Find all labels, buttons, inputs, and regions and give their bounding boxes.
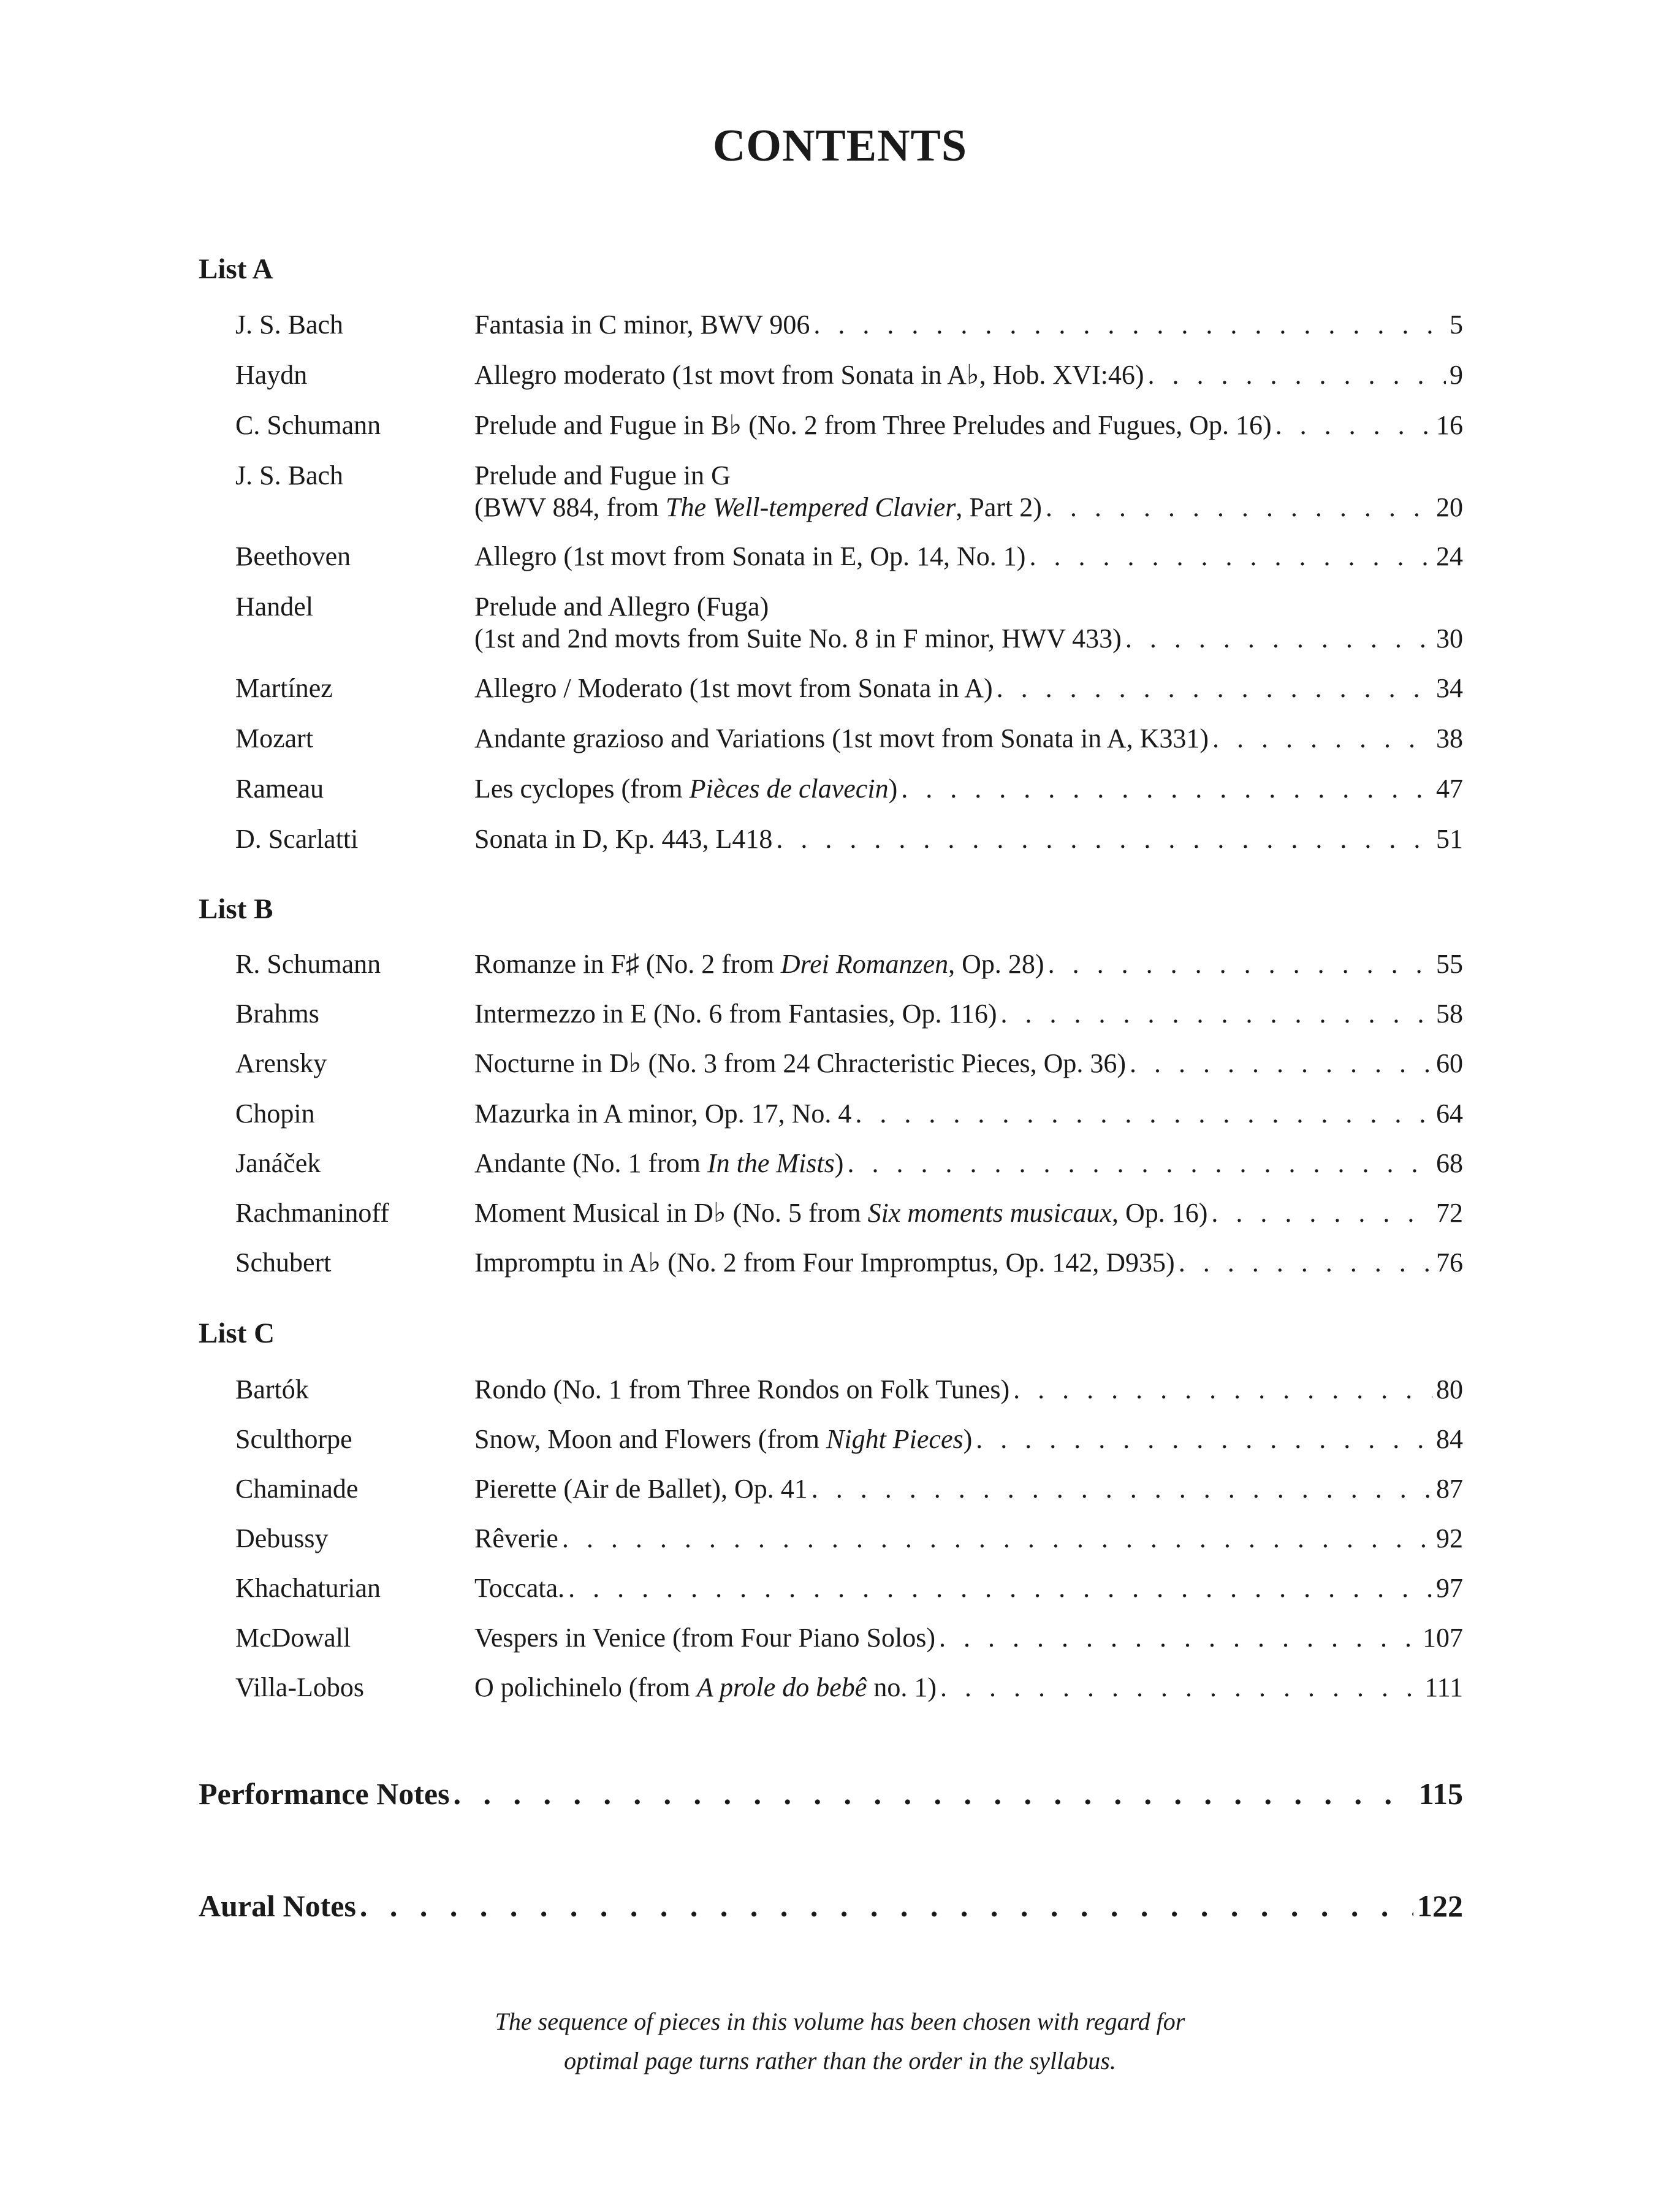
page-number: 20 <box>1436 492 1463 522</box>
list-a-heading: List A <box>199 253 273 285</box>
piece-title: Andante grazioso and Variations (1st movt from Sonata in A, K331) <box>474 723 1209 753</box>
page-number: 47 <box>1436 774 1463 804</box>
dot-leader <box>847 1148 1432 1179</box>
page-number: 38 <box>1436 723 1463 753</box>
italic-work-title: A prole do bebê <box>696 1672 867 1702</box>
composer-name: Martínez <box>235 673 333 703</box>
piece-subtitle: (1st and 2nd movts from Suite No. 8 in F minor, HWV 433) <box>474 623 1122 653</box>
composer-name: Rameau <box>235 774 324 804</box>
page-number: 72 <box>1436 1198 1463 1228</box>
composer-name: Janáček <box>235 1148 321 1178</box>
dot-leader <box>1147 359 1446 391</box>
piece-title: Sonata in D, Kp. 443, L418 <box>474 824 773 854</box>
page-number: 92 <box>1436 1523 1463 1553</box>
page-number: 97 <box>1436 1573 1463 1603</box>
page-number: 122 <box>1417 1889 1463 1923</box>
piece-title: Les cyclopes (from Pièces de clavecin) <box>474 774 898 804</box>
piece-title: Prelude and Fugue in B♭ (No. 2 from Three Preludes and Fugues, Op. 16) <box>474 410 1272 440</box>
performance-notes-entry[interactable] <box>199 1776 1463 1811</box>
composer-name: McDowall <box>235 1623 351 1653</box>
page-number: 16 <box>1436 410 1463 440</box>
dot-leader <box>1130 1048 1432 1080</box>
dot-leader <box>1000 998 1432 1030</box>
piece-title: Snow, Moon and Flowers (from Night Pieces) <box>474 1424 973 1454</box>
page-number: 5 <box>1450 310 1463 340</box>
dot-leader <box>1275 409 1432 441</box>
page-number: 68 <box>1436 1148 1463 1178</box>
footnote-line: The sequence of pieces in this volume has been chosen with regard for <box>495 2008 1185 2035</box>
composer-name: Brahms <box>235 999 319 1029</box>
page-number: 87 <box>1436 1474 1463 1504</box>
page-number: 107 <box>1423 1623 1463 1653</box>
composer-name: Sculthorpe <box>235 1424 352 1454</box>
footnote <box>0 2002 1680 2081</box>
page-number: 60 <box>1436 1048 1463 1078</box>
piece-title: Allegro moderato (1st movt from Sonata in A♭, Hob. XVI:46) <box>474 360 1144 390</box>
piece-title: Andante (No. 1 from In the Mists) <box>474 1148 844 1178</box>
page-number: 51 <box>1436 824 1463 854</box>
dot-leader <box>1125 623 1432 655</box>
dot-leader <box>976 1423 1432 1455</box>
dot-leader <box>360 1888 1413 1924</box>
dot-leader <box>1013 1374 1432 1406</box>
composer-name: J. S. Bach <box>235 310 343 340</box>
piece-title: Moment Musical in D♭ (No. 5 from Six moments musicaux, Op. 16) <box>474 1198 1208 1228</box>
composer-name: Khachaturian <box>235 1573 381 1603</box>
page-number: 24 <box>1436 541 1463 571</box>
dot-leader <box>1048 948 1432 980</box>
dot-leader <box>811 1473 1432 1505</box>
piece-title: Mazurka in A minor, Op. 17, No. 4 <box>474 1099 852 1129</box>
piece-title: Allegro (1st movt from Sonata in E, Op. 14, No. 1) <box>474 541 1026 571</box>
page-number: 9 <box>1450 360 1463 390</box>
page-number: 34 <box>1436 673 1463 703</box>
page-number: 111 <box>1424 1672 1463 1702</box>
section-label: Aural Notes <box>199 1889 356 1923</box>
piece-title: Prelude and Allegro (Fuga) <box>474 592 769 622</box>
piece-title: Allegro / Moderato (1st movt from Sonata in A) <box>474 673 993 703</box>
page-number: 80 <box>1436 1374 1463 1404</box>
piece-title: Rondo (No. 1 from Three Rondos on Folk Tunes) <box>474 1374 1010 1404</box>
piece-title: Toccata. <box>474 1573 565 1603</box>
page-title: CONTENTS <box>712 121 968 171</box>
composer-name: Haydn <box>235 360 308 390</box>
piece-title: O polichinelo (from A prole do bebê no. 1) <box>474 1672 937 1702</box>
dot-leader <box>939 1622 1419 1654</box>
composer-name: Rachmaninoff <box>235 1198 389 1228</box>
piece-title: Vespers in Venice (from Four Piano Solos) <box>474 1623 935 1653</box>
composer-name: Mozart <box>235 723 314 753</box>
composer-name: Chopin <box>235 1099 315 1129</box>
piece-title: Impromptu in A♭ (No. 2 from Four Impromptus, Op. 142, D935) <box>474 1247 1175 1278</box>
page-number: 30 <box>1436 623 1463 653</box>
composer-name: Bartók <box>235 1374 309 1404</box>
piece-subtitle: (BWV 884, from The Well-tempered Clavier, Part 2) <box>474 492 1042 522</box>
dot-leader <box>1029 541 1432 573</box>
dot-leader <box>997 672 1432 704</box>
page-number: 64 <box>1436 1099 1463 1129</box>
piece-title: Romanze in F♯ (No. 2 from Drei Romanzen, Op. 28) <box>474 949 1044 979</box>
footnote-line: optimal page turns rather than the order in the syllabus. <box>564 2047 1116 2074</box>
section-label: Performance Notes <box>199 1777 450 1811</box>
page-number: 84 <box>1436 1424 1463 1454</box>
composer-name: Handel <box>235 592 314 622</box>
dot-leader <box>901 773 1432 805</box>
italic-work-title: Drei Romanzen <box>780 949 949 979</box>
piece-title: Intermezzo in E (No. 6 from Fantasies, Op. 116) <box>474 999 997 1029</box>
composer-name: R. Schumann <box>235 949 381 979</box>
composer-name: Villa-Lobos <box>235 1672 364 1702</box>
dot-leader <box>1046 492 1432 524</box>
piece-title: Prelude and Fugue in G <box>474 460 731 490</box>
composer-name: Beethoven <box>235 541 351 571</box>
dot-leader <box>1211 1197 1432 1229</box>
composer-name: Chaminade <box>235 1474 359 1504</box>
composer-name: Debussy <box>235 1523 329 1553</box>
aural-notes-entry[interactable] <box>199 1888 1463 1924</box>
composer-name: Schubert <box>235 1247 332 1278</box>
italic-work-title: Night Pieces <box>826 1424 964 1454</box>
page-number: 115 <box>1418 1777 1463 1811</box>
dot-leader <box>855 1098 1432 1130</box>
piece-title: Fantasia in C minor, BWV 906 <box>474 310 810 340</box>
dot-leader <box>940 1672 1421 1704</box>
dot-leader <box>454 1776 1415 1811</box>
composer-name: C. Schumann <box>235 410 381 440</box>
italic-work-title: Pièces de clavecin <box>689 774 889 804</box>
dot-leader <box>1212 723 1432 755</box>
piece-title: Rêverie <box>474 1523 558 1553</box>
italic-work-title: Six moments musicaux <box>867 1198 1112 1228</box>
composer-name: J. S. Bach <box>235 460 343 490</box>
dot-leader <box>1179 1247 1432 1279</box>
dot-leader <box>562 1523 1432 1555</box>
list-b-heading: List B <box>199 893 273 925</box>
page-number: 76 <box>1436 1247 1463 1278</box>
list-c-heading: List C <box>199 1317 275 1349</box>
page-number: 55 <box>1436 949 1463 979</box>
dot-leader <box>776 823 1432 855</box>
page-number: 58 <box>1436 999 1463 1029</box>
piece-title: Nocturne in D♭ (No. 3 from 24 Chracteristic Pieces, Op. 36) <box>474 1048 1127 1078</box>
italic-work-title: The Well-tempered Clavier <box>666 492 956 522</box>
dot-leader <box>568 1572 1432 1604</box>
dot-leader <box>813 309 1446 341</box>
composer-name: Arensky <box>235 1048 327 1078</box>
piece-title: Pierette (Air de Ballet), Op. 41 <box>474 1474 808 1504</box>
italic-work-title: In the Mists <box>707 1148 835 1178</box>
composer-name: D. Scarlatti <box>235 824 359 854</box>
